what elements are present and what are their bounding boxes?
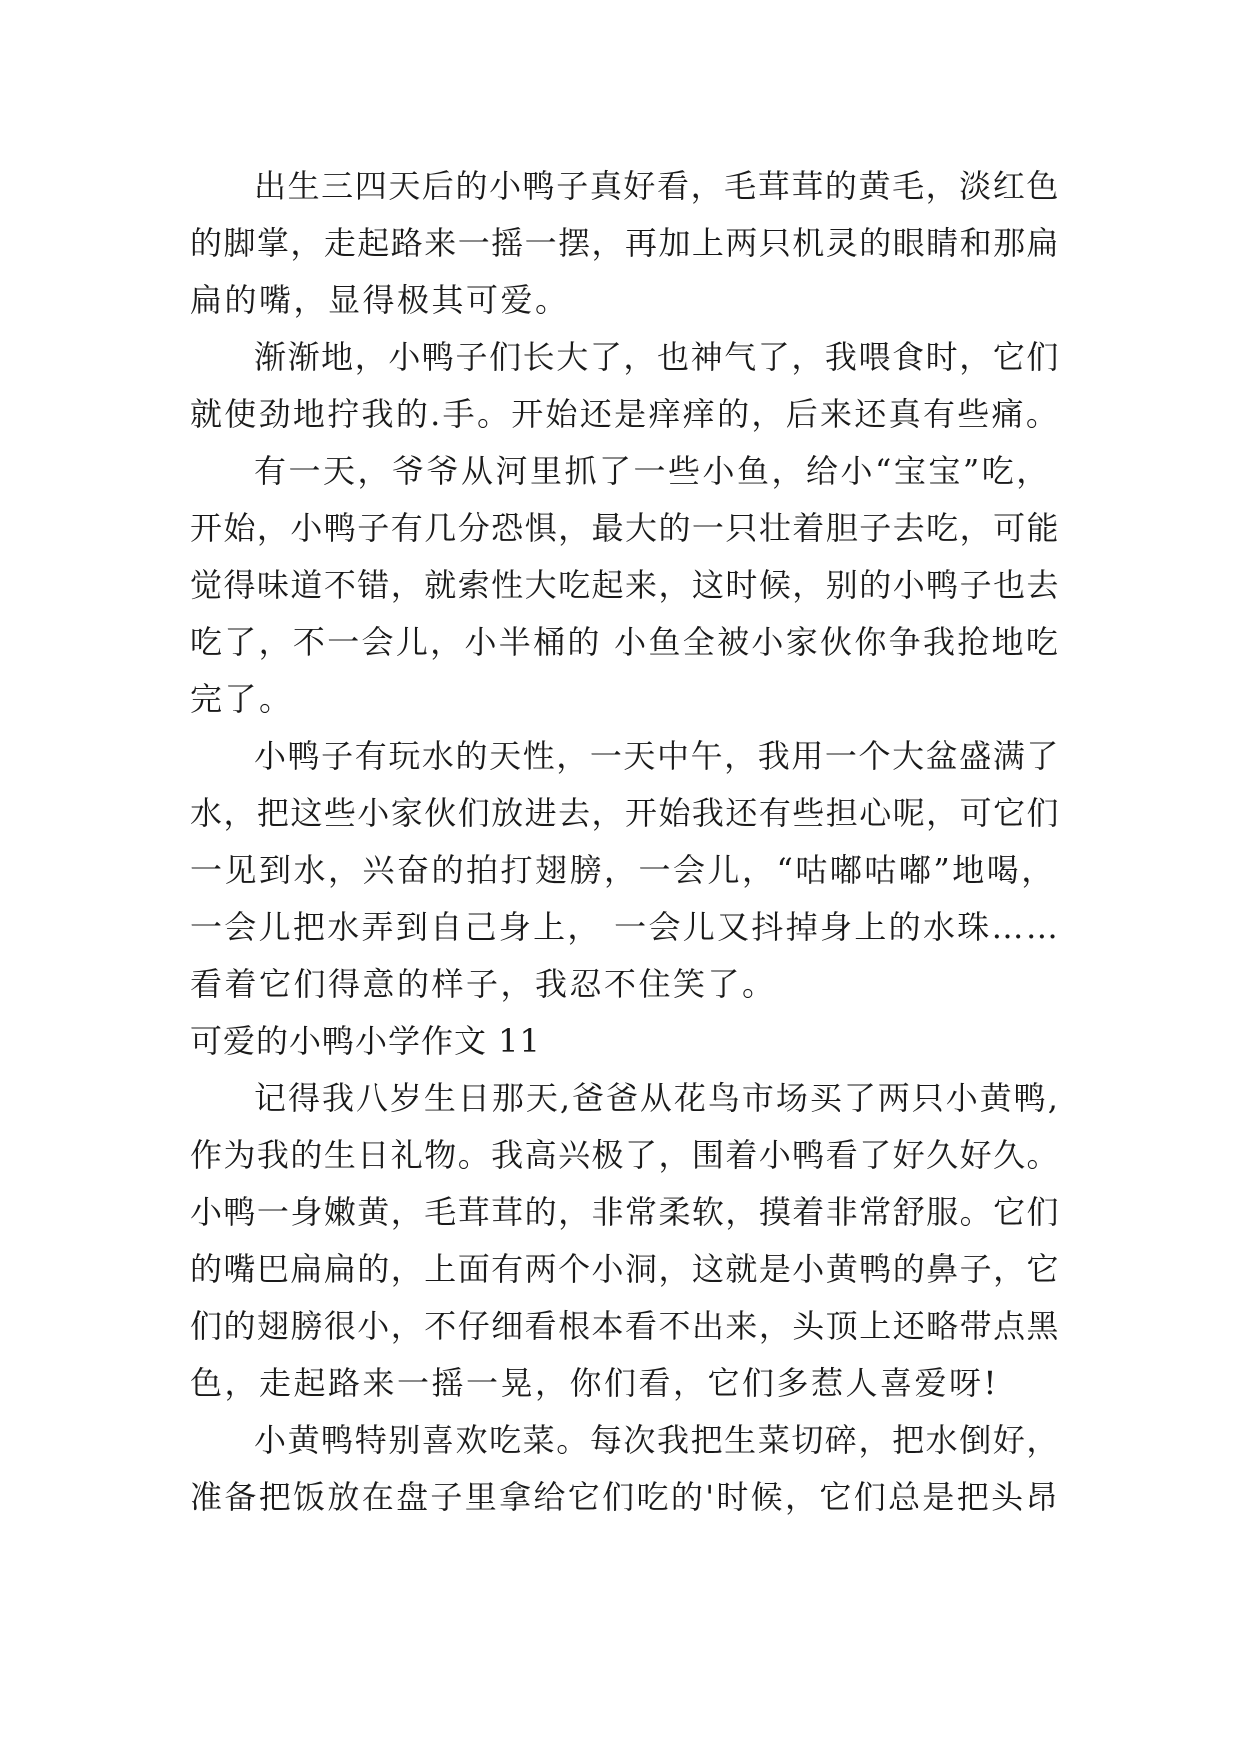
paragraph-line: 们的翅膀很小，不仔细看根本看不出来，头顶上还略带点黑 <box>190 1307 1061 1345</box>
paragraph-line: 的脚掌，走起路来一摇一摆，再加上两只机灵的眼睛和那扁 <box>190 224 1061 262</box>
paragraph-line: 看着它们得意的样子，我忍不住笑了。 <box>190 965 777 1003</box>
paragraph-line: 准备把饭放在盘子里拿给它们吃的'时候，它们总是把头昂 <box>190 1478 1060 1516</box>
paragraph-line: 作为我的生日礼物。我高兴极了，围着小鸭看了好久好久。 <box>190 1136 1061 1174</box>
paragraph-line: 的嘴巴扁扁的，上面有两个小洞，这就是小黄鸭的鼻子，它 <box>190 1250 1061 1288</box>
paragraph-line: 开始，小鸭子有几分恐惧，最大的一只壮着胆子去吃，可能 <box>190 509 1061 547</box>
paragraph-line: 渐渐地，小鸭子们长大了，也神气了，我喂食时，它们 <box>254 338 1061 376</box>
paragraph-line: 小黄鸭特别喜欢吃菜。每次我把生菜切碎，把水倒好， <box>254 1421 1061 1459</box>
paragraph-line: 记得我八岁生日那天,爸爸从花鸟市场买了两只小黄鸭, <box>254 1079 1060 1117</box>
paragraph-line: 一见到水，兴奋的拍打翅膀，一会儿，“咕嘟咕嘟”地喝， <box>190 851 1056 889</box>
paragraph-line: 一会儿把水弄到自己身上， 一会儿又抖掉身上的水珠…… <box>190 908 1061 946</box>
paragraph-line: 就使劲地拧我的.手。开始还是痒痒的，后来还真有些痛。 <box>190 395 1061 433</box>
paragraph-line: 小鸭一身嫩黄，毛茸茸的，非常柔软，摸着非常舒服。它们 <box>190 1193 1061 1231</box>
paragraph-line: 有一天，爷爷从河里抓了一些小鱼，给小“宝宝”吃， <box>254 452 1051 490</box>
paragraph-line: 出生三四天后的小鸭子真好看，毛茸茸的黄毛，淡红色 <box>254 167 1061 205</box>
paragraph-line: 色，走起路来一摇一晃，你们看，它们多惹人喜爱呀! <box>190 1364 999 1402</box>
paragraph-line: 水，把这些小家伙们放进去，开始我还有些担心呢，可它们 <box>190 794 1061 832</box>
section-heading: 可爱的小鸭小学作文 11 <box>190 1022 541 1060</box>
paragraph-line: 吃了，不一会儿，小半桶的 小鱼全被小家伙你争我抢地吃 <box>190 623 1061 661</box>
paragraph-line: 完了。 <box>190 680 294 718</box>
paragraph-line: 扁的嘴，显得极其可爱。 <box>190 281 570 319</box>
paragraph-line: 小鸭子有玩水的天性，一天中午，我用一个大盆盛满了 <box>254 737 1061 775</box>
paragraph-line: 觉得味道不错，就索性大吃起来，这时候，别的小鸭子也去 <box>190 566 1061 604</box>
